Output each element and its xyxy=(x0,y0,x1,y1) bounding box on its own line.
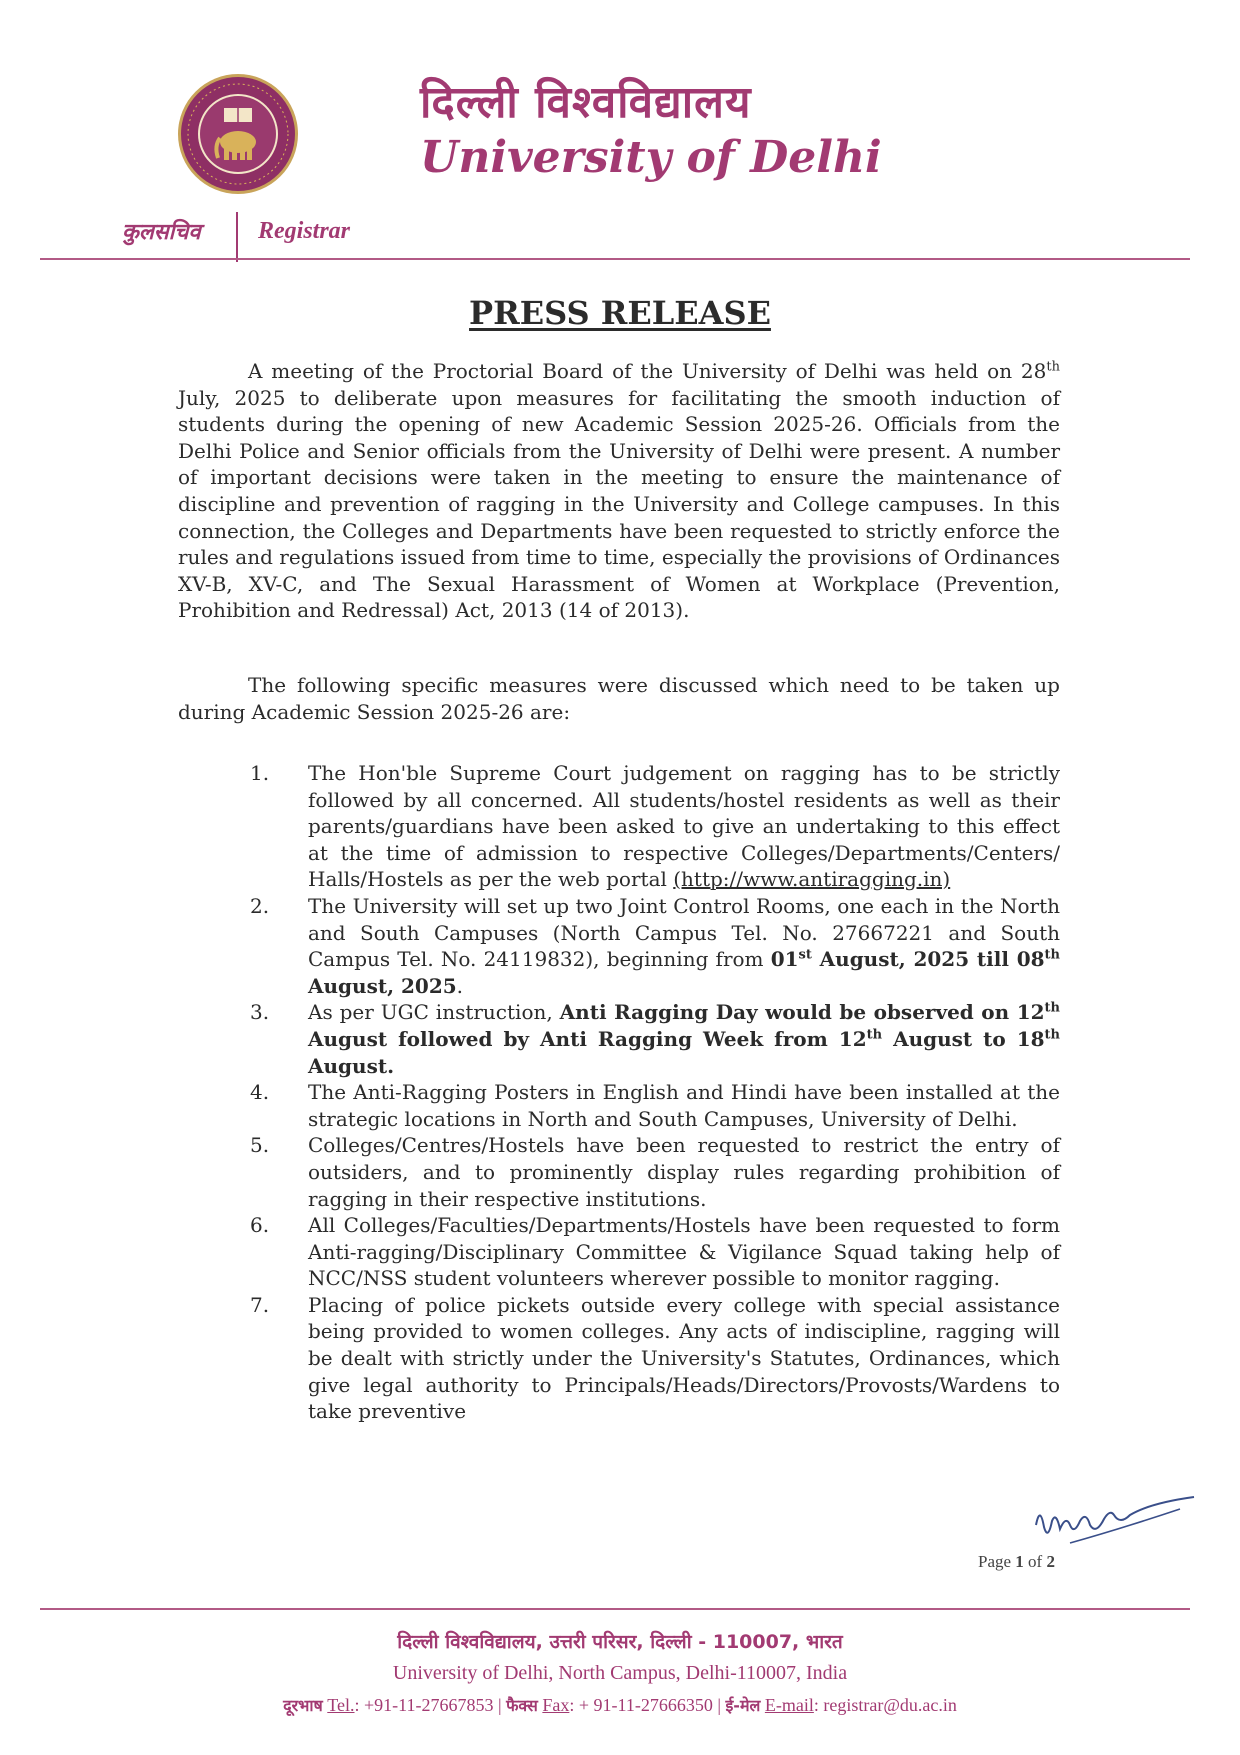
list-item-number: 6. xyxy=(250,1213,270,1238)
footer-address-english: University of Delhi, North Campus, Delhi-110007, India xyxy=(392,1662,848,1684)
bold-text: August, 2025 xyxy=(308,973,457,998)
university-name-hindi: दिल्ली विश्वविद्यालय xyxy=(420,77,752,128)
list-item-text: The University will set up two Joint Control Rooms, one each in the North and South Campuses (North Campus Tel. No. 27667221 and South Campus Tel. No. 24119832), beginning from xyxy=(308,893,1060,972)
page-number-current: 1 xyxy=(1015,1552,1024,1571)
list-item-text: Colleges/Centres/Hostels have been requested to restrict the entry of outsiders, and to prominently display rules regarding prohibition of ragging in their respective institutions. xyxy=(308,1133,1060,1211)
list-item-number: 2. xyxy=(250,893,270,918)
tel-value: : +91-11-27667853 | xyxy=(354,1695,507,1715)
bold-text: August to 18 xyxy=(882,1026,1045,1051)
bold-sup: th xyxy=(866,1027,883,1043)
bold-sup: th xyxy=(1044,1027,1061,1043)
bold-sup: th xyxy=(1044,1000,1061,1016)
list-item-text: The Anti-Ragging Posters in English and Hindi have been installed at the strategic locations in North and South Campuses, University of Delhi. xyxy=(308,1080,1060,1131)
list-item-text: All Colleges/Faculties/Departments/Hostels have been requested to form Anti-ragging/Disciplinary Committee & Vigilance Squad taking help of NCC/NSS student volunteers wherever possible to monitor ragging. xyxy=(308,1213,1060,1291)
footer-rule xyxy=(40,1608,1190,1610)
university-name-english: University of Delhi xyxy=(420,132,882,183)
fax-label-hindi: फैक्स xyxy=(506,1696,538,1715)
bold-text: August followed by Anti Ragging Week from 12 xyxy=(308,1026,867,1051)
list-item-number: 4. xyxy=(250,1080,270,1105)
tel-label: Tel. xyxy=(327,1695,355,1715)
email-label: E-mail xyxy=(764,1695,814,1715)
antiragging-link[interactable]: (http://www.antiragging.in) xyxy=(673,867,951,892)
list-item-text: Placing of police pickets outside every college with special assistance being provided to women colleges. Any acts of indiscipline, ragging will be dealt with strictly under the University's Statutes, Ordinances, which give legal authority to Principals/Heads/Directors/Provosts/Wardens to take preventive xyxy=(308,1292,1060,1424)
list-item xyxy=(178,1292,1060,1425)
intro-date-sup: th xyxy=(1046,359,1060,375)
list-item-text: As per UGC instruction, xyxy=(308,1000,560,1025)
list-item-text: . xyxy=(456,973,464,998)
registrar-divider xyxy=(236,212,238,262)
bold-sup: th xyxy=(1044,947,1060,963)
fax-value: : + 91-11-27666350 | xyxy=(569,1695,726,1715)
list-item xyxy=(178,1132,1060,1212)
list-item-number: 3. xyxy=(250,1000,270,1025)
intro-text-start: A meeting of the Proctorial Board of the University of Delhi was held on 28 xyxy=(248,359,1047,383)
list-item-number: 1. xyxy=(250,761,270,785)
registrar-label-hindi: कुलसचिव xyxy=(122,220,201,245)
intro-paragraph xyxy=(178,358,1060,624)
measures-list xyxy=(178,760,1060,1425)
fax-label: Fax xyxy=(542,1695,570,1715)
intro-text-rest: July, 2025 to deliberate upon measures for facilitating the smooth induction of students during the opening of new Academic Session 2025-26. Officials from the Delhi Police and Senior officials from the University of Delhi were present. A number of important decisions were taken in the meeting to ensure the maintenance of discipline and prevention of ragging in the University and College campuses. In this connection, the Colleges and Departments have been requested to strictly enforce the rules and regulations issued from time to time, especially the provisions of Ordinances XV-B, XV-C, and The Sexual Harassment of Women at Workplace (Prevention, Prohibition and Redressal) Act, 2013 (14 of 2013). xyxy=(178,385,1060,623)
email-label-hindi: ई-मेल xyxy=(725,1696,761,1715)
page-title-text: PRESS RELEASE xyxy=(469,294,771,332)
registrar-label: Registrar xyxy=(258,218,351,244)
list-item xyxy=(178,1212,1060,1292)
tel-label-hindi: दूरभाष xyxy=(283,1696,323,1715)
page-title xyxy=(0,294,1240,332)
list-item xyxy=(178,1079,1060,1132)
list-item-number: 5. xyxy=(250,1133,270,1158)
list-item xyxy=(178,999,1060,1079)
email-value[interactable]: : registrar@du.ac.in xyxy=(813,1695,957,1715)
page-number-total: 2 xyxy=(1046,1552,1055,1571)
page-number-middle: of xyxy=(1023,1552,1047,1571)
page-number xyxy=(978,1552,1055,1572)
page-number-prefix: Page xyxy=(978,1552,1016,1571)
bold-sup: st xyxy=(798,947,812,963)
bold-text: August. xyxy=(308,1053,395,1078)
measures-paragraph: The following specific measures were discussed which need to be taken up during Academic Session 2025-26 are: xyxy=(178,673,1060,724)
list-item xyxy=(178,893,1060,999)
list-item-text: The Hon'ble Supreme Court judgement on ragging has to be strictly followed by all concerned. All students/hostel residents as well as their parents/guardians have been asked to give an undertaking to this effect at the time of admission to respective Colleges/Departments/Centers/ Halls/Hostels as per the web portal xyxy=(308,761,1060,892)
list-item xyxy=(178,760,1060,893)
footer-contact xyxy=(0,1694,1240,1716)
handwritten-signature xyxy=(1030,1485,1200,1555)
bold-text: 01 xyxy=(770,947,799,972)
university-seal-logo xyxy=(176,72,300,196)
bold-text: August, 2025 till 08 xyxy=(811,947,1045,972)
footer-address-hindi: दिल्ली विश्वविद्यालय, उत्तरी परिसर, दिल्ली - 110007, भारत xyxy=(397,1631,843,1653)
bold-text: Anti Ragging Day would be observed on 12 xyxy=(559,1000,1045,1025)
header-rule xyxy=(40,258,1190,260)
list-item-number: 7. xyxy=(250,1292,270,1317)
